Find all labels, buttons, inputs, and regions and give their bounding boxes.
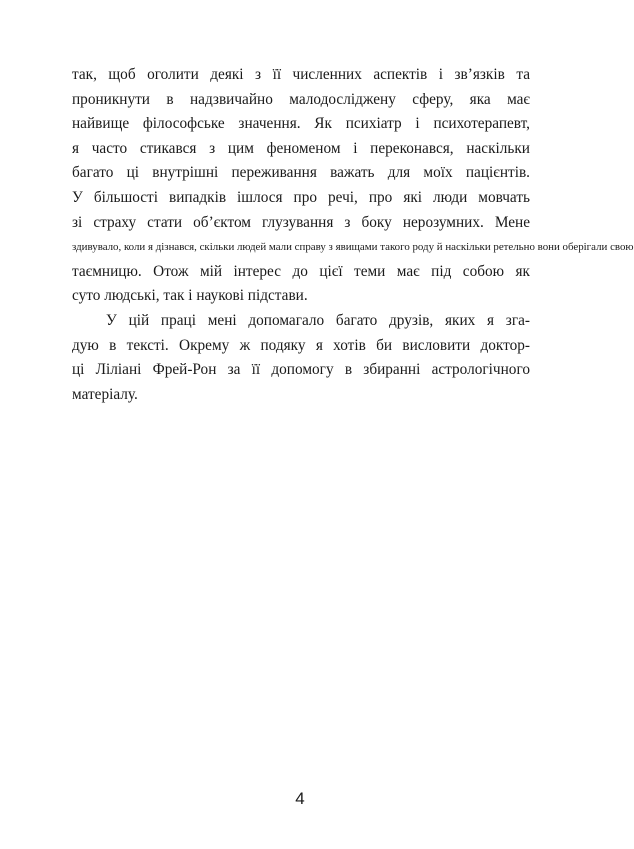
text-line: суто людські, так і наукові підстави. (72, 287, 308, 305)
text-line: я часто стикався з цим феноменом і переконався, наскільки (72, 139, 530, 157)
text-line: найвище філософське значення. Як психіатр і психотерапевт, (72, 115, 530, 133)
page-number: 4 (295, 789, 305, 808)
text-line: багато ці внутрішні переживання важать для моїх пацієнтів. (72, 164, 530, 182)
text-line: матеріалу. (72, 385, 138, 403)
text-line: ці Ліліані Фрей-Рон за її допомогу в збиранні астрологічного (72, 361, 530, 379)
text-line: У більшості випадків ішлося про речі, про які люди мовчать (72, 188, 530, 206)
text-line: таємницю. Отож мій інтерес до цієї теми має під собою як (72, 262, 530, 280)
text-line: проникнути в надзвичайно малодосліджену сферу, яка має (72, 90, 530, 108)
text-line: дую в тексті. Окрему ж подяку я хотів би висловити доктор- (72, 336, 530, 354)
body-text (72, 63, 634, 407)
text-line: зі страху стати об’єктом глузування з боку нерозумних. Мене (72, 213, 530, 231)
paragraph-1 (72, 63, 634, 309)
text-line: так, щоб оголити деякі з її численних аспектів і зв’язків та (72, 66, 530, 83)
text-line: здивувало, коли я дізнався, скільки людей мали справу з явищами такого роду й наскільки ретельно вони оберігали свою (72, 241, 634, 254)
text-line: У цій праці мені допомагало багато друзів, яких я зга- (106, 311, 530, 329)
paragraph-2 (72, 309, 530, 407)
